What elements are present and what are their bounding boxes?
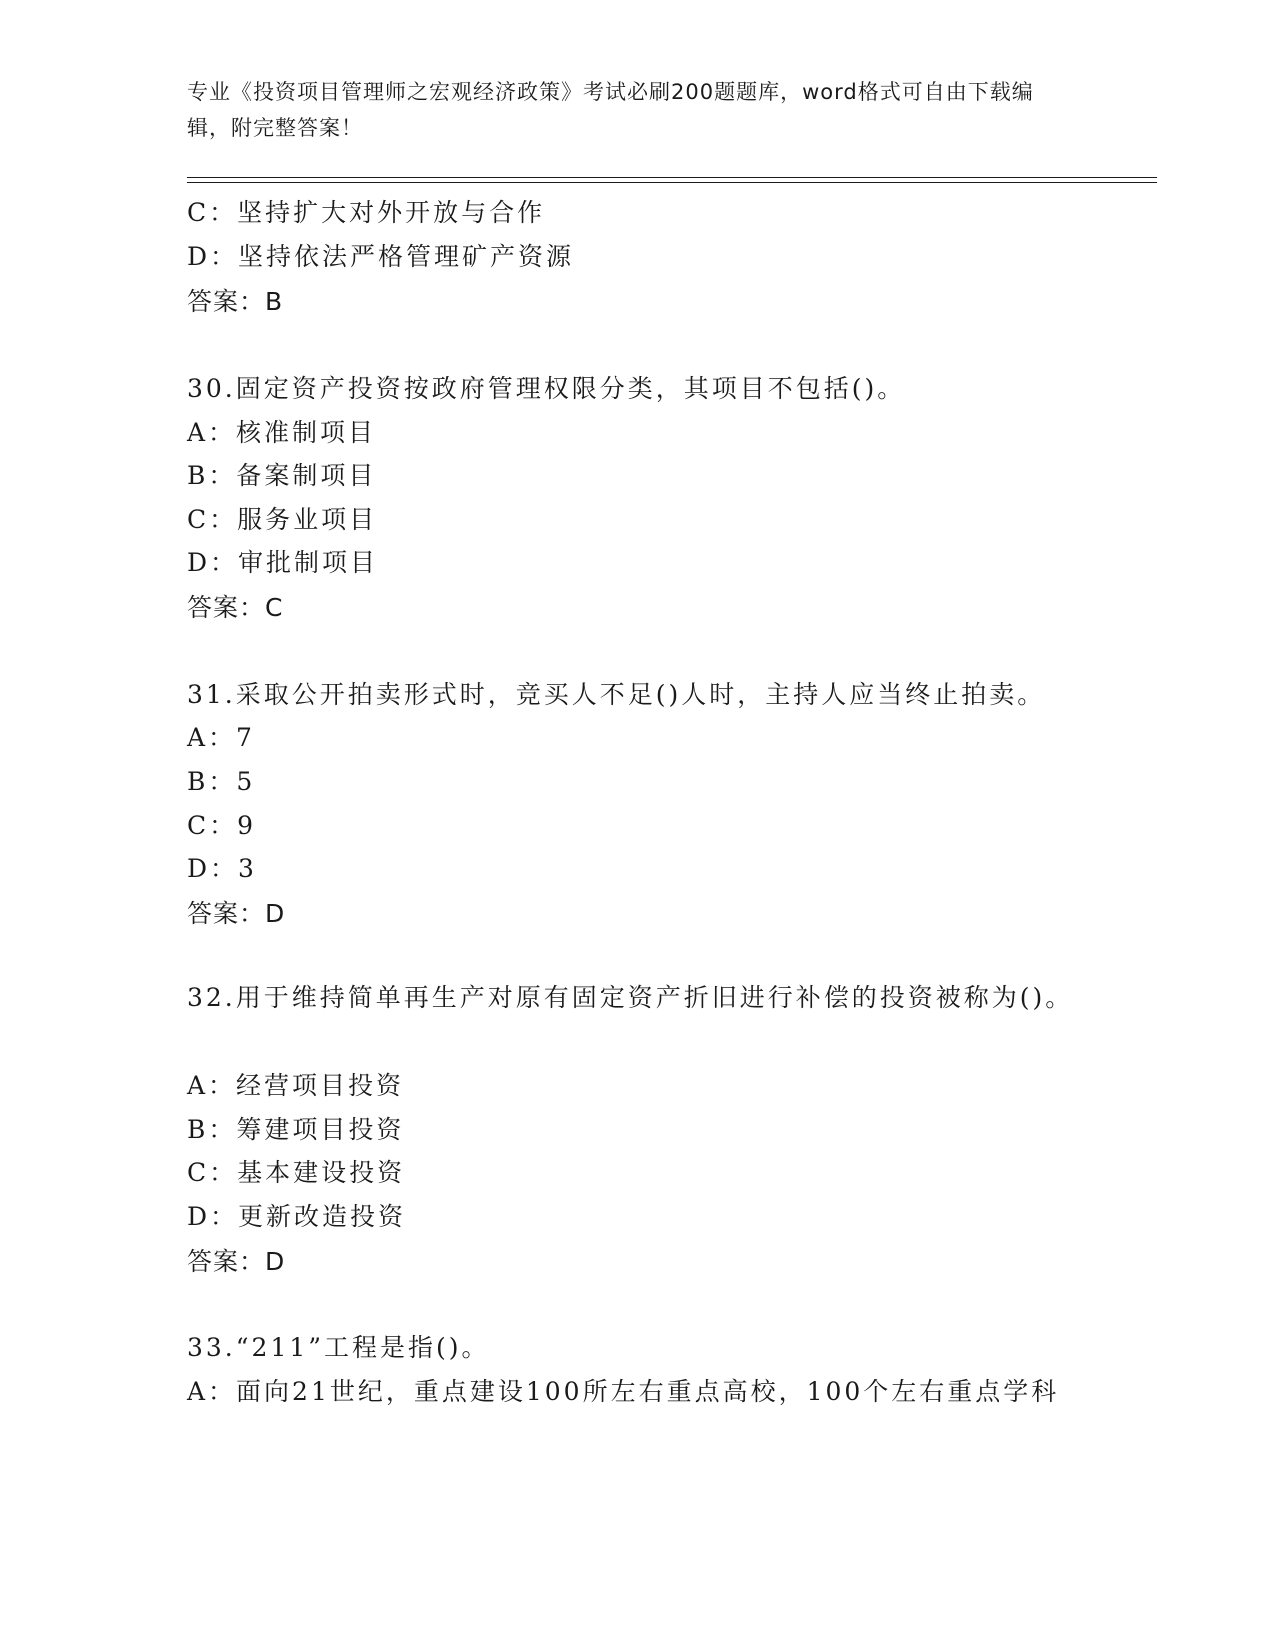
q30-option-b: B：备案制项目 (187, 461, 377, 490)
header-divider-top (187, 177, 1157, 178)
q31-answer: 答案：D (187, 899, 286, 928)
q31-question: 31.采取公开拍卖形式时，竞买人不足()人时，主持人应当终止拍卖。 (187, 680, 1046, 709)
q32-option-c: C：基本建设投资 (187, 1158, 406, 1187)
q30-question: 30.固定资产投资按政府管理权限分类，其项目不包括()。 (187, 374, 906, 403)
q32-option-d: D：更新改造投资 (187, 1202, 407, 1231)
document-header: 专业《投资项目管理师之宏观经济政策》考试必刷200题题库，word格式可自由下载编辑，附完整答案！ (187, 80, 1034, 140)
q29-option-d: D：坚持依法严格管理矿产资源 (187, 242, 575, 271)
q33-question: 33.“211”工程是指()。 (187, 1333, 490, 1362)
q31-option-d: D：3 (187, 854, 257, 883)
q32-option-b: B：筹建项目投资 (187, 1115, 405, 1144)
q29-option-c: C：坚持扩大对外开放与合作 (187, 198, 546, 227)
q29-answer: 答案：B (187, 287, 284, 316)
header-divider-bottom (187, 182, 1157, 183)
q30-option-a: A：核准制项目 (187, 418, 377, 447)
q32-question: 32.用于维持简单再生产对原有固定资产折旧进行补偿的投资被称为()。 (187, 983, 1074, 1012)
q32-option-a: A：经营项目投资 (187, 1071, 405, 1100)
q30-option-c: C：服务业项目 (187, 505, 378, 534)
q31-option-c: C：9 (187, 811, 257, 840)
q32-answer: 答案：D (187, 1247, 286, 1276)
q30-option-d: D：审批制项目 (187, 548, 379, 577)
q30-answer: 答案：C (187, 593, 284, 622)
q31-option-b: B：5 (187, 767, 256, 796)
q33-option-a: A：面向21世纪，重点建设100所左右重点高校，100个左右重点学科 (187, 1377, 1060, 1406)
q31-option-a: A：7 (187, 723, 255, 752)
